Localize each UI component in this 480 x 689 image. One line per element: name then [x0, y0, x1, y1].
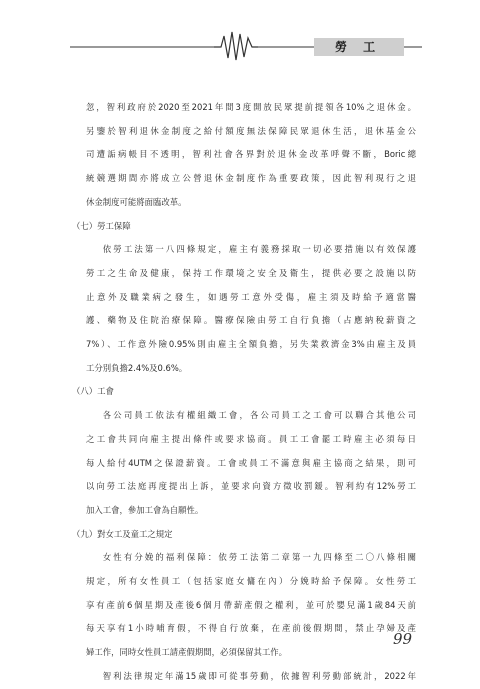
text-line: 婦工作，同時女性員工請產假期間，必須保留其工作。	[86, 647, 287, 658]
text-line: 每人給付4UTM之保證薪資。工會或員工不滿意與雇主協商之結果，則可	[86, 457, 416, 468]
text-line: 護、藥物及住院治療保障。醫療保險由勞工自行負擔（占應納稅薪資之	[86, 315, 416, 326]
text-line: 以向勞工法庭再度提出上訴，並要求向資方徵收罰鍰。智利約有12%勞工	[86, 481, 416, 492]
text-line: 勞工之生命及健康，保持工作環境之安全及衛生，提供必要之設施以防	[86, 267, 416, 278]
page-body	[72, 96, 416, 689]
text-line: 止意外及職業病之發生，如遇勞工意外受傷，雇主須及時給予適當醫	[86, 291, 416, 302]
text-line: 另鑒於智利退休金制度之給付額度無法保障民眾退休生活，退休基金公	[86, 125, 416, 136]
heading-women-child-labor: （九）對女工及童工之規定	[72, 528, 173, 539]
text-line: 規定，所有女性員工（包括家庭女傭在內）分娩時給予保障。女性勞工	[86, 576, 416, 587]
text-line: 工分別負擔2.4%及0.6%。	[86, 362, 188, 373]
text-line: 休金制度可能將面臨改革。	[86, 196, 187, 207]
heading-union: （八）工會	[72, 386, 114, 397]
paragraph-pension	[86, 96, 416, 215]
text-line: 加入工會，參加工會為自願性。	[86, 504, 204, 515]
text-line: 之工會共同向雇主提出條件或要求協商。員工工會罷工時雇主必須每日	[86, 433, 416, 444]
text-line: 各公司員工依法有權組織工會，各公司員工之工會可以聯合其他公司	[102, 410, 416, 421]
text-line: 智利法律規定年滿15歲即可從事勞動，依據智利勞動部統計，2022年	[102, 670, 416, 681]
text-line: 每天享有1小時哺育假，不得自行放棄，在產前後假期間，禁止孕婦及產	[86, 623, 416, 634]
text-line: 7%）、工作意外險0.95%則由雇主全額負擔，另失業救濟金3%由雇主及員	[86, 339, 416, 350]
paragraph-union	[86, 404, 416, 523]
paragraph-labor-protection	[86, 238, 416, 380]
text-line: 統競選期間亦將成立公營退休金制度作為重要政策，因此智利現行之退	[86, 173, 416, 184]
text-line: 享有產前6個星期及產後6個月帶薪產假之權利，並可於嬰兒滿1歲84天前	[86, 599, 416, 610]
page-number: 99	[393, 630, 413, 648]
text-line: 忽，智利政府於2020至2021年間3度開放民眾提前提領各10%之退休金。	[86, 102, 416, 112]
header-rule-graphic	[0, 0, 480, 70]
page-header	[0, 0, 480, 70]
text-line: 依勞工法第一八四條規定，雇主有義務採取一切必要措施以有效保護	[102, 244, 416, 255]
paragraph-child-labor	[86, 665, 416, 689]
section-label: 勞 工	[335, 40, 382, 54]
heading-labor-protection: （七）勞工保障	[72, 220, 131, 231]
text-line: 女性有分娩的福利保障：依勞工法第二章第一九四條至二〇八條相關	[102, 552, 416, 563]
paragraph-women-labor	[86, 546, 416, 665]
text-line: 司遭詬病帳目不透明，智利社會各界對於退休金改革呼聲不斷，Boric總	[86, 149, 416, 160]
